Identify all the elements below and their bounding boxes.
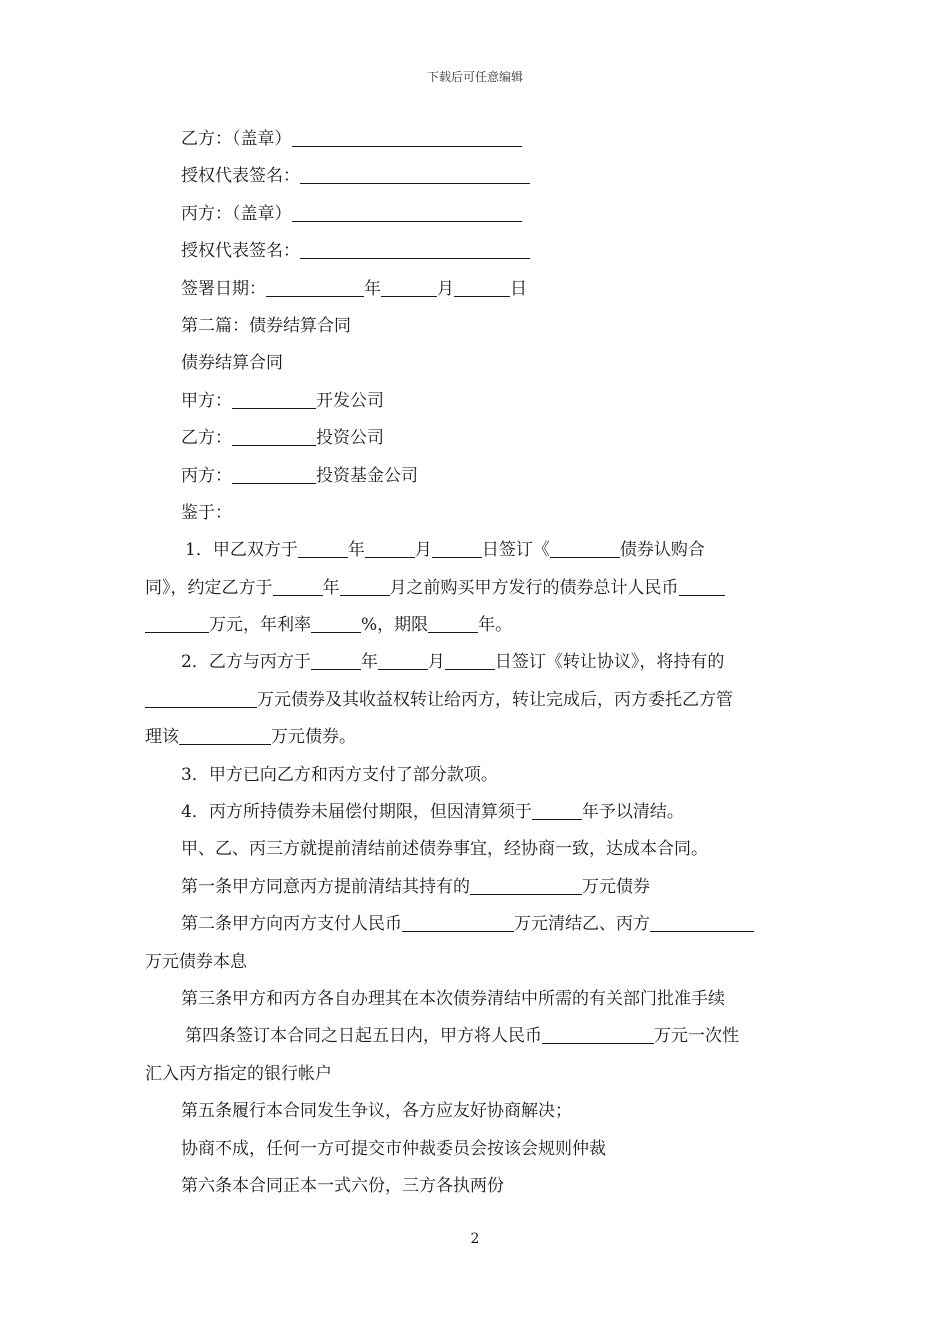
line-text: 第三条甲方和丙方各自办理其在本次债券清结中所需的有关部门批准手续 (181, 988, 725, 1009)
fill-in-blank (402, 930, 514, 932)
line-text: 投资公司 (316, 428, 384, 449)
line-text: %，期限 (361, 615, 429, 636)
fill-in-blank (365, 556, 415, 558)
line-text: 第四条签订本合同之日起五日内，甲方将人民币 (185, 1026, 542, 1047)
text-line (145, 196, 807, 233)
text-line (145, 831, 807, 868)
fill-in-blank (542, 1042, 654, 1044)
line-text: 万元债券 (582, 876, 650, 897)
line-text: 日 (510, 278, 527, 299)
text-line (145, 1056, 807, 1093)
line-text: 汇入丙方指定的银行帐户 (145, 1063, 332, 1084)
text-line (145, 906, 807, 943)
text-line (145, 495, 807, 532)
fill-in-blank (232, 482, 316, 484)
text-line (145, 271, 807, 308)
line-text: 第二篇：债券结算合同 (181, 315, 351, 336)
fill-in-blank (292, 220, 522, 222)
text-line (145, 1131, 807, 1168)
line-text: 理该 (145, 727, 179, 748)
line-text: 3．甲方已向乙方和丙方支付了部分款项。 (181, 764, 498, 785)
text-line (145, 233, 807, 270)
line-text: 万元债券。 (271, 727, 356, 748)
line-text: 债券认购合 (619, 540, 705, 561)
fill-in-blank (232, 444, 316, 446)
line-text: 第一条甲方同意丙方提前清结其持有的 (181, 876, 470, 897)
line-text: 年。 (478, 615, 513, 636)
fill-in-blank (300, 182, 530, 184)
line-text: 乙方：（盖章） (181, 129, 292, 149)
text-line (145, 1018, 807, 1055)
line-text: 月 (437, 278, 454, 299)
line-text: 第二条甲方向丙方支付人民币 (181, 914, 402, 935)
line-text: 签署日期： (181, 278, 266, 299)
line-text: 万元债券及其收益权转让给丙方，转让完成后，丙方委托乙方管 (257, 689, 733, 710)
fill-in-blank (179, 743, 271, 745)
text-line (145, 644, 807, 681)
text-line (145, 308, 807, 345)
page-header: 下载后可任意编辑 (426, 70, 523, 84)
line-text: 丙方： (181, 465, 232, 486)
fill-in-blank (340, 594, 390, 596)
line-text: 年 (347, 540, 365, 561)
line-text: 1．甲乙双方于 (185, 540, 298, 561)
fill-in-blank (266, 295, 364, 297)
line-text: 万元，年利率 (209, 615, 311, 636)
text-line (145, 869, 807, 906)
fill-in-blank (273, 594, 323, 596)
text-line (145, 682, 807, 719)
text-line (145, 794, 807, 831)
fill-in-blank (145, 706, 257, 708)
line-text: 丙方：（盖章） (181, 203, 292, 224)
line-text: 日签订《转让协议》，将持有的 (494, 652, 725, 673)
line-text: 年 (360, 652, 378, 673)
line-text: 授权代表签名： (181, 241, 300, 262)
fill-in-blank (292, 145, 522, 147)
line-text: 债券结算合同 (181, 353, 283, 374)
line-text: 甲方： (181, 390, 232, 411)
line-text: 年 (364, 278, 381, 299)
line-text: 万元一次性 (654, 1026, 739, 1047)
fill-in-blank (311, 668, 361, 670)
fill-in-blank (298, 556, 348, 558)
fill-in-blank (650, 930, 754, 932)
fill-in-blank (532, 818, 582, 820)
fill-in-blank (145, 631, 209, 633)
line-text: 第五条履行本合同发生争议，各方应友好协商解决； (181, 1101, 572, 1122)
line-text: 年 (322, 577, 340, 598)
text-line (145, 158, 807, 195)
text-line (145, 981, 807, 1018)
fill-in-blank (550, 556, 620, 558)
line-text: 同》，约定乙方于 (145, 577, 273, 598)
line-text: 月之前购买甲方发行的债券总计人民币 (389, 577, 679, 598)
line-text: 协商不成，任何一方可提交市仲裁委员会按该会规则仲裁 (181, 1138, 606, 1159)
fill-in-blank (445, 668, 495, 670)
line-text: 日签订《 (481, 540, 550, 561)
fill-in-blank (470, 893, 582, 895)
text-line (145, 458, 807, 495)
line-text: 4．丙方所持债券未届偿付期限，但因清算须于 (181, 802, 532, 823)
fill-in-blank (300, 257, 530, 259)
text-line (145, 719, 807, 756)
line-text: 投资基金公司 (316, 465, 418, 486)
text-line (145, 1093, 807, 1130)
text-line (145, 607, 807, 644)
text-line (145, 570, 807, 607)
text-line (145, 345, 807, 382)
fill-in-blank (311, 631, 361, 633)
line-text: 月 (414, 540, 432, 561)
text-line (145, 121, 807, 158)
fill-in-blank (454, 295, 510, 297)
page-number: 2 (470, 1231, 480, 1247)
line-text: 开发公司 (316, 390, 384, 411)
line-text: 乙方： (181, 428, 232, 449)
line-text: 万元清结乙、丙方 (514, 914, 650, 935)
line-text: 甲、乙、丙三方就提前清结前述债券事宜，经协商一致，达成本合同。 (181, 839, 708, 860)
line-text: 2．乙方与丙方于 (181, 652, 311, 673)
fill-in-blank (232, 407, 316, 409)
fill-in-blank (432, 556, 482, 558)
fill-in-blank (428, 631, 478, 633)
line-text: 鉴于： (181, 502, 232, 523)
line-text: 授权代表签名： (181, 166, 300, 187)
line-text: 月 (427, 652, 445, 673)
text-line (145, 532, 807, 569)
text-line (145, 383, 807, 420)
text-line (145, 757, 807, 794)
text-line (145, 420, 807, 457)
fill-in-blank (679, 594, 725, 596)
fill-in-blank (378, 668, 428, 670)
text-line (145, 1168, 807, 1205)
line-text: 年予以清结。 (581, 802, 684, 823)
line-text: 万元债券本息 (145, 951, 247, 972)
line-text: 第六条本合同正本一式六份，三方各执两份 (181, 1175, 504, 1196)
text-line (145, 944, 807, 981)
fill-in-blank (381, 295, 437, 297)
document-body (145, 121, 807, 1205)
